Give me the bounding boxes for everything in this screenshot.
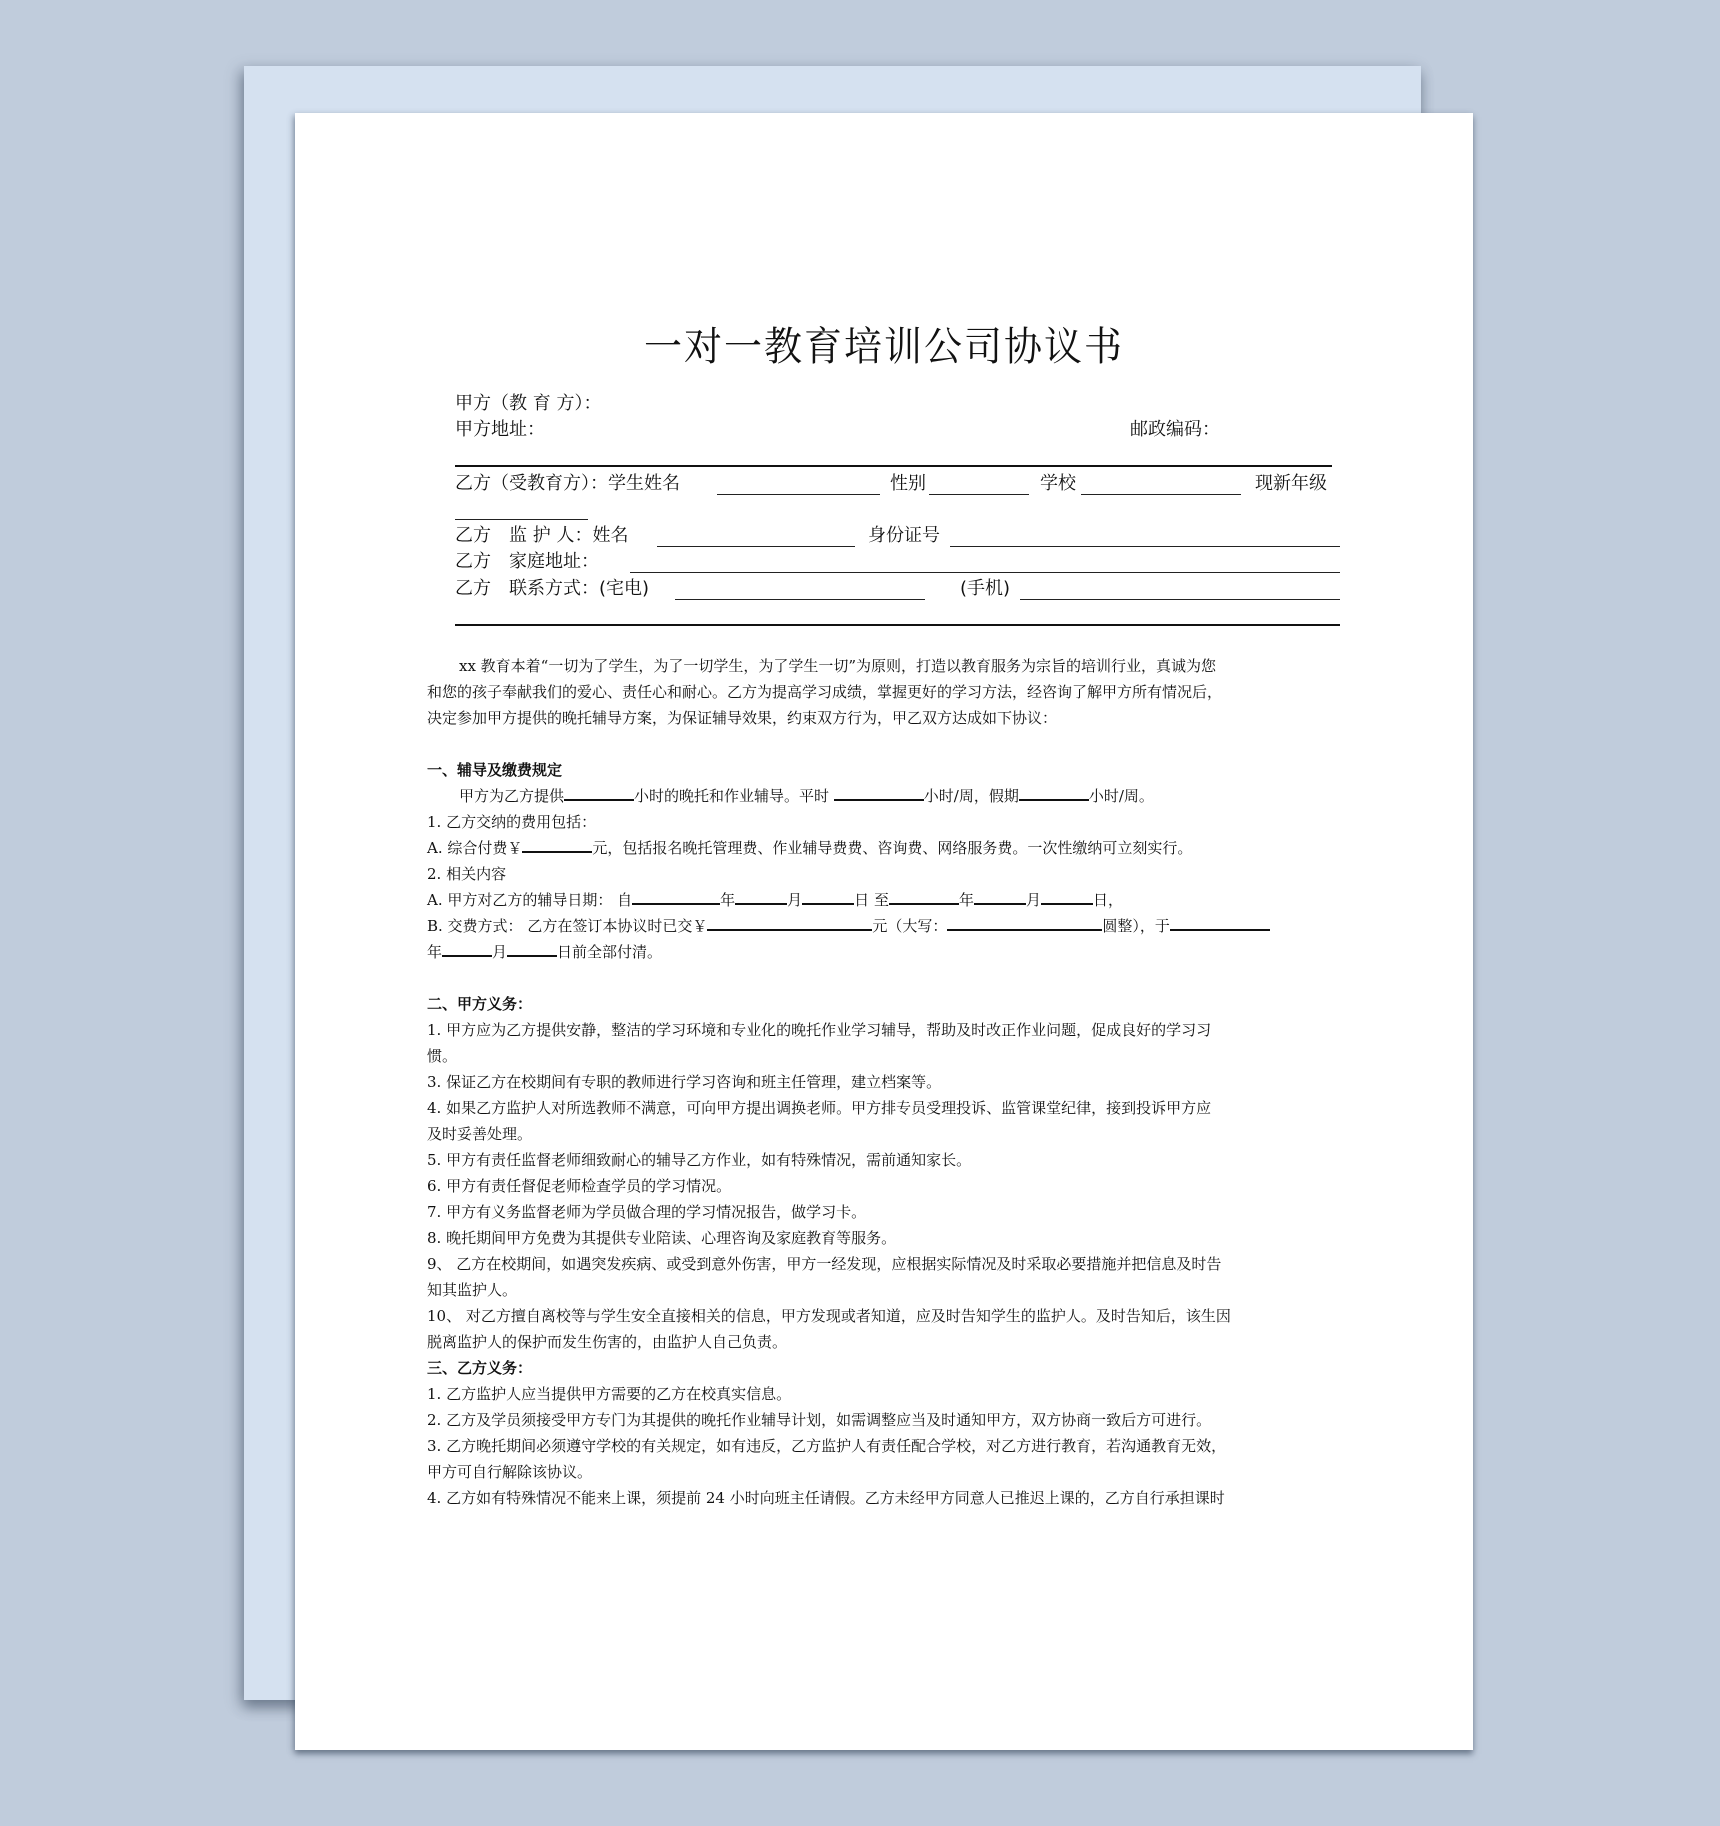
party-a-label: 甲方（教 育 方）： [455,393,602,414]
obligation-line: 惯。 [427,1047,458,1065]
start-month-field[interactable] [735,889,787,905]
party-a-address-label: 甲方地址： [455,419,545,440]
start-year-field[interactable] [632,889,720,905]
section-3-heading: 三、乙方义务： [427,1359,533,1377]
obligation-line: 8. 晚托期间甲方免费为其提供专业陪读、心理咨询及家庭教育等服务。 [427,1229,897,1247]
intro-line: xx 教育本着“一切为了学生，为了一切学生，为了学生一切”为原则，打造以教育服务为宗旨的培训行业，真诚为您 [459,657,1217,675]
obligation-line: 4. 乙方如有特殊情况不能来上课，须提前 24 小时向班主任请假。乙方未经甲方同意人已推迟上课的，乙方自行承担课时 [427,1489,1225,1507]
home-phone-label: 乙方 联系方式：(宅电) [455,578,650,599]
obligation-line: 7. 甲方有义务监督老师为学员做合理的学习情况报告，做学习卡。 [427,1203,867,1221]
holiday-hours-field[interactable] [1019,785,1089,801]
amount-words-field[interactable] [947,915,1102,931]
intro-line: 决定参加甲方提供的晚托辅导方案，为保证辅导效果，约束双方行为，甲乙双方达成如下协议： [427,709,1058,727]
school-label: 学校 [1040,473,1076,494]
obligation-line: 5. 甲方有责任监督老师细致耐心的辅导乙方作业，如有特殊情况，需前通知家长。 [427,1151,972,1169]
document-page [295,113,1473,1750]
id-number-label: 身份证号 [868,525,940,546]
due-year-field[interactable] [1170,915,1270,931]
obligation-line: 1. 乙方监护人应当提供甲方需要的乙方在校真实信息。 [427,1385,792,1403]
mobile-field[interactable] [1020,599,1340,600]
agreement-body [427,653,1367,1511]
section-2-heading: 二、甲方义务： [427,995,533,1013]
fee-item-1: 1. 乙方交纳的费用包括： [427,813,597,831]
end-year-field[interactable] [889,889,959,905]
total-fee-field[interactable] [522,837,592,853]
student-name-field[interactable] [717,494,880,495]
home-phone-field[interactable] [675,599,925,600]
home-address-field[interactable] [630,572,1340,573]
obligation-line: 6. 甲方有责任督促老师检查学员的学习情况。 [427,1177,732,1195]
section-1-heading: 一、辅导及缴费规定 [427,761,563,779]
due-month-field[interactable] [442,941,492,957]
tutoring-dates-line: A. 甲方对乙方的辅导日期： 自 年 月 日 至 年 月 日， [427,891,1123,909]
fee-item-2: 2. 相关内容 [427,865,507,883]
document-title: 一对一教育培训公司协议书 [643,323,1124,370]
end-month-field[interactable] [974,889,1026,905]
obligation-line: 4. 如果乙方监护人对所选教师不满意，可向甲方提出调换老师。甲方排专员受理投诉、监管课堂纪律，接到投诉甲方应 [427,1099,1212,1117]
guardian-name-label: 乙方 监 护 人：姓名 [455,525,629,546]
obligation-line: 甲方可自行解除该协议。 [427,1463,593,1481]
grade-label: 现新年级 [1255,473,1327,494]
obligation-line: 2. 乙方及学员须接受甲方专门为其提供的晚托作业辅导计划，如需调整应当及时通知甲方，双方协商一致后方可进行。 [427,1411,1212,1429]
divider-bottom [455,624,1340,626]
fee-item-a: A. 综合付费￥ 元，包括报名晚托管理费、作业辅导费费、咨询费、网络服务费。一次性缴纳可立刻实行。 [427,839,1193,857]
obligation-line: 3. 保证乙方在校期间有专职的教师进行学习咨询和班主任管理，建立档案等。 [427,1073,942,1091]
student-name-label: 乙方（受教育方）：学生姓名 [455,473,680,494]
school-field[interactable] [1081,494,1241,495]
home-address-label: 乙方 家庭地址： [455,551,599,572]
obligation-line: 1. 甲方应为乙方提供安静，整洁的学习环境和专业化的晚托作业学习辅导，帮助及时改正作业问题，促成良好的学习习 [427,1021,1212,1039]
gender-label: 性别 [890,473,926,494]
postcode-label: 邮政编码： [1130,419,1220,440]
grade-field[interactable] [455,519,588,520]
obligation-line: 3. 乙方晚托期间必须遵守学校的有关规定，如有违反，乙方监护人有责任配合学校，对乙方进行教育，若沟通教育无效， [427,1437,1227,1455]
id-number-field[interactable] [950,546,1340,547]
mobile-label: (手机) [960,578,1011,599]
obligation-line: 知其监护人。 [427,1281,518,1299]
obligation-line: 9、 乙方在校期间，如遇突发疾病、或受到意外伤害，甲方一经发现，应根据实际情况及时采取必要措施并把信息及时告 [427,1255,1222,1273]
gender-field[interactable] [929,494,1029,495]
payment-due-line: 年 月 日前全部付清。 [427,943,663,961]
start-day-field[interactable] [802,889,854,905]
divider-top [455,465,1332,467]
payment-method-line: B. 交费方式： 乙方在签订本协议时已交￥ 元（大写： 圆整），于 [427,913,1367,939]
due-day-field[interactable] [507,941,557,957]
service-hours-line: 甲方为乙方提供 小时的晚托和作业辅导。平时 小时/周，假期 小时/周。 [459,787,1154,805]
hours-field[interactable] [564,785,634,801]
end-day-field[interactable] [1041,889,1093,905]
obligation-line: 脱离监护人的保护而发生伤害的，由监护人自己负责。 [427,1333,788,1351]
paid-amount-field[interactable] [707,915,872,931]
obligation-line: 及时妥善处理。 [427,1125,533,1143]
intro-line: 和您的孩子奉献我们的爱心、责任心和耐心。乙方为提高学习成绩，掌握更好的学习方法，经咨询了解甲方所有情况后， [427,683,1223,701]
weekday-hours-field[interactable] [834,785,924,801]
guardian-name-field[interactable] [657,546,855,547]
obligation-line: 10、 对乙方擅自离校等与学生安全直接相关的信息，甲方发现或者知道，应及时告知学生的监护人。及时告知后，该生因 [427,1307,1231,1325]
